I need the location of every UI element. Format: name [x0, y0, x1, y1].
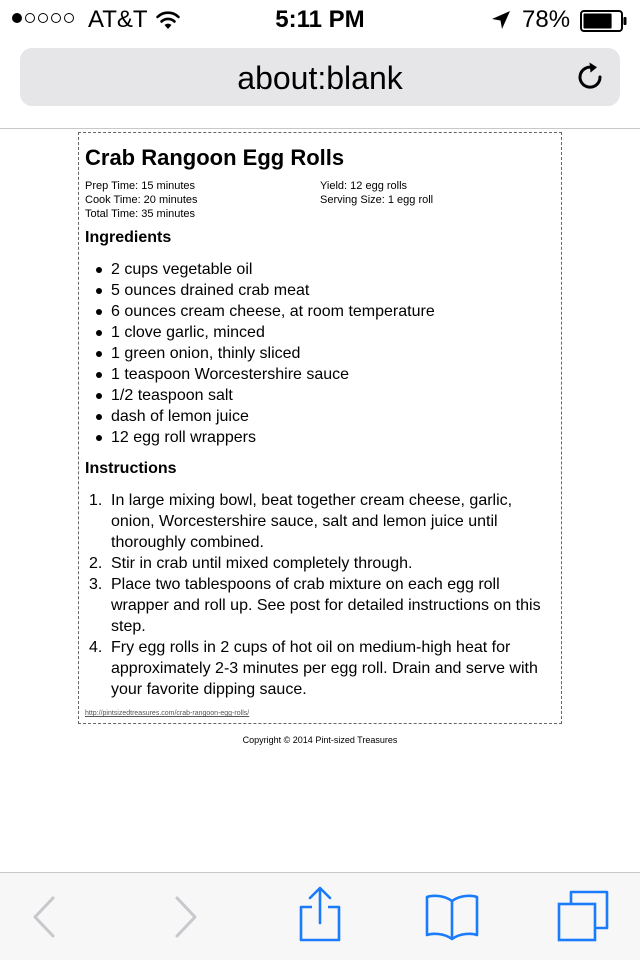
- recipe-yield-info: [320, 179, 433, 207]
- battery-percentage: 78%: [522, 6, 571, 33]
- instructions-list: [85, 490, 547, 700]
- ingredient-item: 1 green onion, thinly sliced: [85, 343, 435, 364]
- ingredient-item: 1 teaspoon Worcestershire sauce: [85, 364, 435, 385]
- ingredient-item: 12 egg roll wrappers: [85, 427, 435, 448]
- step-text: Fry egg rolls in 2 cups of hot oil on medium-high heat for approximately 2-3 minutes per egg roll. Drain and serve with your favorite dipping sauce.: [111, 639, 538, 698]
- chevron-right-icon[interactable]: [172, 895, 200, 939]
- step-text: In large mixing bowl, beat together cream cheese, garlic, onion, Worcestershire sauce, salt and lemon juice until thoroughly combined.: [111, 492, 513, 551]
- ingredients-list: [85, 259, 435, 448]
- cook-time: Cook Time: 20 minutes: [85, 194, 198, 206]
- prep-time: Prep Time: 15 minutes: [85, 180, 196, 192]
- battery-icon: [580, 10, 628, 32]
- ingredient-item: 6 ounces cream cheese, at room temperature: [85, 301, 435, 322]
- recipe-times: [85, 179, 198, 221]
- step-text: Place two tablespoons of crab mixture on each egg roll wrapper and roll up. See post for detailed instructions on this step.: [111, 576, 541, 635]
- recipe-yield: Yield: 12 egg rolls: [320, 180, 408, 192]
- instruction-step: [85, 574, 547, 637]
- tabs-icon[interactable]: [556, 889, 612, 943]
- recipe-title: Crab Rangoon Egg Rolls: [85, 145, 345, 170]
- serving-size: Serving Size: 1 egg roll: [320, 194, 434, 206]
- ingredient-item: 1/2 teaspoon salt: [85, 385, 435, 406]
- instruction-step: [85, 637, 547, 700]
- step-number: 1.: [89, 492, 103, 509]
- instruction-step: [85, 490, 547, 553]
- status-bar: [0, 0, 640, 40]
- share-icon[interactable]: [298, 885, 342, 943]
- step-number: 3.: [89, 576, 103, 593]
- header-divider: [0, 128, 640, 129]
- ingredients-heading: Ingredients: [85, 229, 172, 246]
- carrier-name: AT&T: [88, 6, 148, 33]
- status-time: 5:11 PM: [275, 6, 365, 33]
- copyright-text: Copyright © 2014 Pint-sized Treasures: [242, 735, 398, 745]
- bottom-toolbar: [0, 872, 640, 960]
- ingredient-item: 2 cups vegetable oil: [85, 259, 435, 280]
- location-arrow-icon: [490, 9, 512, 31]
- ingredient-item: dash of lemon juice: [85, 406, 435, 427]
- instruction-step: [85, 553, 547, 574]
- step-number: 2.: [89, 555, 103, 572]
- step-number: 4.: [89, 639, 103, 656]
- reload-icon[interactable]: [576, 60, 606, 92]
- step-text: Stir in crab until mixed completely through.: [111, 555, 413, 572]
- total-time: Total Time: 35 minutes: [85, 208, 196, 220]
- recipe-card: [78, 132, 562, 724]
- instructions-heading: Instructions: [85, 460, 177, 477]
- source-link[interactable]: http://pintsizedtreasures.com/crab-rangoon-egg-rolls/: [85, 710, 250, 717]
- url-text[interactable]: about:blank: [237, 60, 403, 96]
- chevron-left-icon[interactable]: [30, 895, 58, 939]
- ingredient-item: 1 clove garlic, minced: [85, 322, 435, 343]
- book-icon[interactable]: [424, 893, 480, 941]
- address-bar[interactable]: [20, 48, 620, 106]
- ingredient-item: 5 ounces drained crab meat: [85, 280, 435, 301]
